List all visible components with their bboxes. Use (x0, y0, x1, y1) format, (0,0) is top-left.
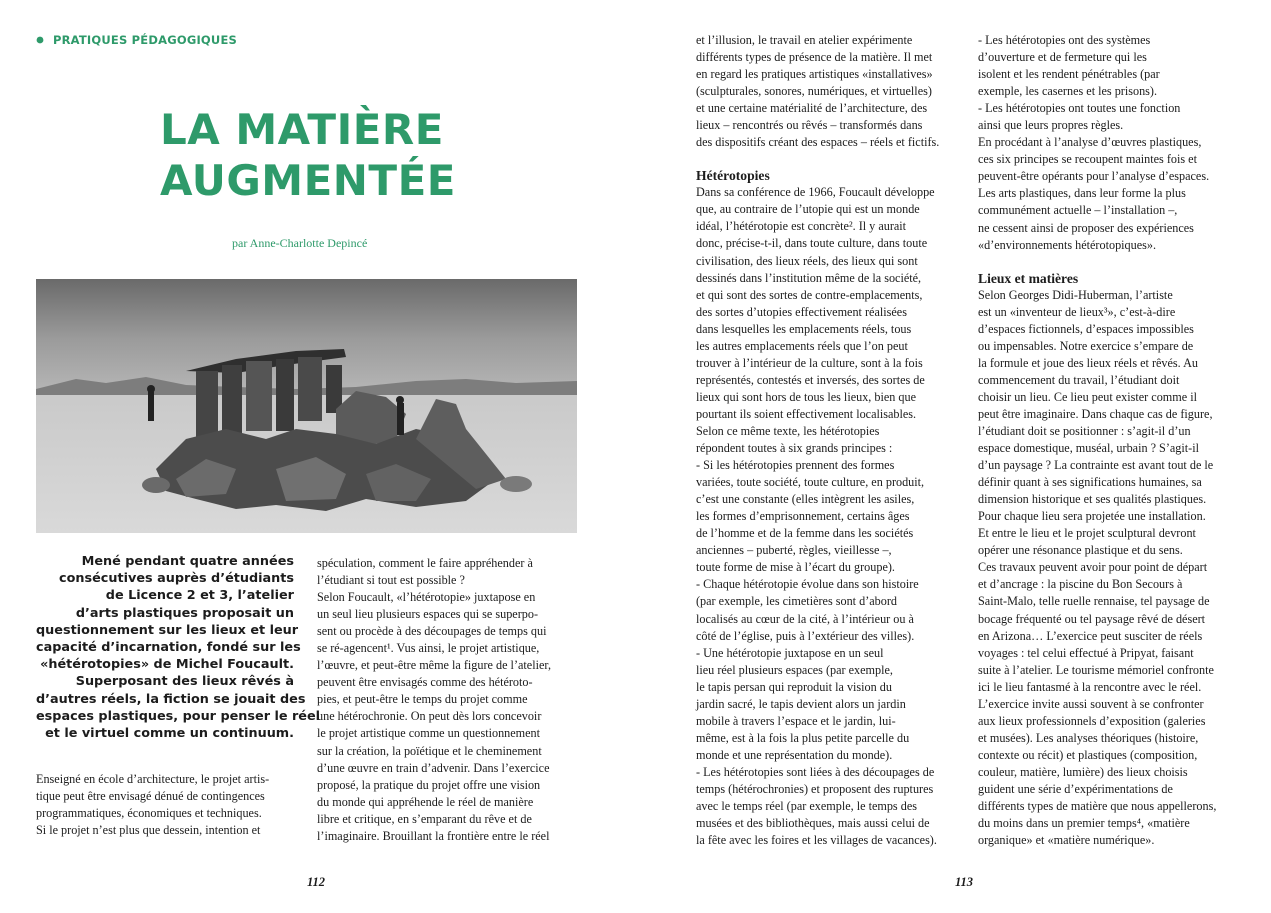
text-line: aux lieux professionnels d’exposition (galeries (978, 713, 1206, 728)
body-column-3 (696, 32, 956, 849)
text-line: Dans sa conférence de 1966, Foucault développe (696, 185, 935, 200)
text-line: des sortes d’utopies effectivement réalisées (696, 304, 907, 319)
text-line: est un «inventeur de lieux³», c’est-à-dire (978, 304, 1176, 319)
text-line: toute forme de mise à l’écart du groupe). (696, 560, 895, 575)
text-line: musées et des bibliothèques, mais aussi celui de (696, 816, 930, 831)
text-line: sur la création, la poïétique et le cheminement (317, 743, 542, 758)
text-line: et d’ancrage : la piscine du Bon Secours à (978, 577, 1183, 592)
lead-line: Mené pendant quatre années (81, 554, 294, 569)
title-line-2: AUGMENTÉE (160, 156, 456, 205)
text-line: ici le lieu fantasmé à la rencontre avec le réel. (978, 679, 1202, 694)
text-line: commencement du travail, l’étudiant doit (978, 372, 1180, 387)
text-line: exemple, les casernes et les prisons). (978, 84, 1158, 99)
text-line: suite à l’atelier. Le tourisme mémoriel confronte (978, 662, 1214, 677)
text-line: (par exemple, les cimetières sont d’abord (696, 594, 898, 609)
text-line: c’est une constante (elles intègrent les asiles, (696, 492, 915, 507)
text-line: proposé, la pratique du projet offre une vision (317, 777, 541, 792)
text-line: programmatiques, économiques et techniques. (36, 806, 262, 821)
text-line: la fête avec les foires et les villages de vacances). (696, 833, 937, 848)
lead-paragraph (36, 553, 321, 742)
text-line: peuvent être envisagés comme des hétéroto- (317, 675, 533, 690)
text-line: une hétérochronie. On peut dès lors concevoir (317, 709, 542, 724)
text-line: - Chaque hétérotopie évolue dans son histoire (696, 577, 919, 592)
lead-line: questionnement sur les lieux et leur (36, 622, 299, 638)
byline: par Anne-Charlotte Depincé (232, 236, 368, 250)
text-line: et l’illusion, le travail en atelier expérimente (696, 33, 913, 47)
text-line: dessinés dans l’institution même de la société, (696, 270, 922, 285)
text-line: peuvent-être opérants pour l’analyse d’espaces. (978, 169, 1210, 184)
lead-line: consécutives auprès d’étudiants (59, 571, 294, 587)
text-line: ou impensables. Notre exercice s’empare de (978, 338, 1194, 353)
text-line: d’un paysage ? La contrainte est avant tout de le (978, 458, 1214, 473)
text-line: idéal, l’hétérotopie est concrète². Il y aurait (696, 219, 907, 234)
text-line: Pour chaque lieu sera projetée une installation. (978, 509, 1206, 524)
text-line: - Les hétérotopies ont des systèmes (978, 33, 1151, 47)
section-heading-lieux-et-matieres: Lieux et matières (978, 270, 1079, 286)
text-line: ainsi que leurs propres règles. (978, 118, 1124, 133)
text-line: monde et une représentation du monde). (696, 747, 893, 762)
text-line: du monde qui appréhende le réel de manière (317, 794, 534, 809)
text-line: la formule et joue des lieux réels et rêvés. Au (978, 355, 1198, 370)
text-line: pies, et peut-être le temps du projet comme (317, 692, 528, 707)
col3-intro (696, 32, 956, 151)
text-line: des dispositifs créant des espaces – réels et fictifs. (696, 135, 940, 150)
section-tag-label: PRATIQUES PÉDAGOGIQUES (53, 33, 237, 47)
text-line: Et entre le lieu et le projet sculptural devront (978, 526, 1196, 541)
text-line: du moins dans un premier temps⁴, «matière (978, 816, 1190, 831)
text-line: représentés, contestés et inversés, des sortes de (696, 372, 925, 387)
article-photo (36, 279, 577, 533)
text-line: peut être imaginaire. Dans chaque cas de figure, (978, 406, 1213, 421)
text-line: l’œuvre, et peut-être même la figure de l’atelier, (317, 658, 552, 673)
article-title (160, 104, 456, 206)
text-line: même, est à la fois la plus petite parcelle du (696, 730, 910, 745)
text-line: - Si les hétérotopies prennent des formes (696, 458, 895, 473)
text-line: dans lesquelles les emplacements réels, tous (696, 321, 912, 336)
body-column-4 (978, 32, 1238, 849)
lead-line: et le virtuel comme un continuum. (45, 726, 294, 742)
text-line: voyages : tel celui effectué à Pripyat, faisant (978, 645, 1194, 660)
text-line: pourtant ils soient effectivement localisables. (696, 406, 917, 421)
text-line: de l’homme et de la femme dans les sociétés (696, 526, 914, 541)
text-line: spéculation, comment le faire appréhender à (317, 556, 533, 570)
text-line: Si le projet n’est plus que dessein, intention et (36, 823, 261, 838)
section-heading-heterotopies: Hétérotopies (696, 168, 770, 184)
text-line: trouver à l’intérieur de la culture, sont à la fois (696, 355, 923, 370)
text-line: «d’environnements hétérotopiques». (978, 237, 1157, 252)
text-line: guident une série d’expérimentations de (978, 781, 1173, 796)
text-line: jardin sacré, le tapis devient alors un jardin (696, 696, 906, 711)
text-line: différents types de matière que nous appellerons, (978, 799, 1217, 814)
text-line: donc, précise-t-il, dans toute culture, dans toute (696, 236, 928, 251)
text-line: les formes d’emprisonnement, certains âges (696, 509, 910, 524)
lead-line: d’arts plastiques proposait un (75, 605, 294, 621)
text-line: avec le temps réel (par exemple, le temps des (696, 799, 917, 814)
col3-body (696, 184, 956, 849)
title-line-1: LA MATIÈRE (160, 105, 444, 154)
body-column-2 (317, 555, 579, 845)
text-line: - Une hétérotopie juxtapose en un seul (696, 645, 884, 660)
col4-intro (978, 32, 1238, 254)
text-line: En procédant à l’analyse d’œuvres plastiques, (978, 135, 1202, 150)
text-line: communément actuelle – l’installation –, (978, 203, 1178, 218)
text-line: et musées). Les analyses théoriques (histoire, (978, 730, 1199, 745)
text-line: choisir un lieu. Ce lieu peut exister comme il (978, 389, 1197, 404)
text-line: Enseigné en école d’architecture, le projet artis- (36, 772, 270, 786)
text-line: que, au contraire de l’utopie qui est un monde (696, 202, 920, 217)
text-line: et qui sont des sortes de contre-emplacements, (696, 287, 923, 302)
text-line: Selon ce même texte, les hétérotopies (696, 423, 880, 438)
col4-body (978, 287, 1238, 850)
text-line: Saint-Malo, telle ruelle rennaise, tel paysage de (978, 594, 1210, 609)
text-line: contexte ou récit) et plastiques (composition, (978, 747, 1198, 762)
text-line: - Les hétérotopies ont toutes une fonction (978, 101, 1181, 116)
text-line: civilisation, des lieux réels, des lieux qui sont (696, 253, 918, 268)
text-line: Selon Georges Didi-Huberman, l’artiste (978, 287, 1173, 302)
text-line: - Les hétérotopies sont liées à des découpages de (696, 764, 935, 779)
text-line: temps (hétérochronies) et proposent des ruptures (696, 781, 934, 796)
page-number-right: 113 (955, 875, 974, 889)
text-line: l’imaginaire. Brouillant la frontière entre le réel (317, 828, 550, 843)
section-tag (36, 33, 237, 47)
text-line: l’étudiant doit se positionner : s’agit-il d’un (978, 423, 1191, 438)
text-line: se ré-agencent¹. Vus ainsi, le projet artistique, (317, 641, 540, 656)
lead-line: d’autres réels, la fiction se jouait des (36, 691, 306, 707)
text-line: lieux qui sont hors de tous les lieux, bien que (696, 389, 917, 404)
text-line: en Arizona… L’exercice peut susciter de réels (978, 628, 1203, 643)
text-line: ne cessent ainsi de proposer des expériences (978, 220, 1194, 235)
lead-line: Superposant des lieux rêvés à (75, 674, 294, 690)
text-line: en regard les pratiques artistiques «installatives» (696, 67, 933, 82)
text-line: répondent toutes à six grands principes : (696, 441, 893, 456)
lead-line: «hétérotopies» de Michel Foucault. (40, 657, 294, 673)
text-line: lieux – rencontrés ou rêvés – transformés dans (696, 118, 923, 133)
text-line: couleur, matière, lumière) des lieux choisis (978, 764, 1188, 779)
text-line: opérer une résonance plastique et du sens. (978, 543, 1183, 558)
text-line: tique peut être envisagé dénué de contingences (36, 789, 265, 804)
text-line: côté de l’église, puis à l’extérieur des villes). (696, 628, 915, 643)
body-column-1 (36, 771, 294, 839)
text-line: bocage fréquenté ou tel paysage rêvé de désert (978, 611, 1206, 626)
text-line: d’ouverture et de fermeture qui les (978, 50, 1147, 65)
text-line: Ces travaux peuvent avoir pour point de départ (978, 560, 1208, 575)
text-line: variées, toute société, toute culture, en produit, (696, 475, 925, 490)
text-line: le projet artistique comme un questionnement (317, 726, 541, 741)
text-line: le tapis persan qui reproduit la vision du (696, 679, 892, 694)
text-line: (sculpturales, sonores, numériques, et virtuelles) (696, 84, 932, 99)
text-line: espace domestique, muséal, urbain ? S’agit-il (978, 441, 1199, 456)
text-line: d’espaces fictionnels, d’espaces impossibles (978, 321, 1194, 336)
text-line: dimension historique et ses qualités plastiques. (978, 492, 1207, 507)
lead-line: de Licence 2 et 3, l’atelier (105, 588, 294, 604)
text-line: définir quant à ses significations humaines, sa (978, 475, 1202, 490)
text-line: sent ou procède à des découpages de temps qui (317, 624, 547, 639)
text-line: anciennes – puberté, règles, vieillesse –, (696, 543, 892, 558)
text-line: isolent et les rendent pénétrables (par (978, 67, 1160, 82)
text-line: L’exercice invite aussi souvent à se confronter (978, 696, 1204, 711)
text-line: différents types de présence de la matière. Il met (696, 50, 933, 65)
text-line: et une certaine matérialité de l’architecture, des (696, 101, 928, 116)
lead-line: capacité d’incarnation, fondé sur les (36, 640, 301, 656)
text-line: lieu réel plusieurs espaces (par exemple, (696, 662, 893, 677)
text-line: localisés au cœur de la cité, à l’intérieur ou à (696, 611, 914, 626)
text-line: les autres emplacements réels que l’on peut (696, 338, 908, 353)
page-number-left: 112 (307, 875, 326, 889)
text-line: un seul lieu plusieurs espaces qui se superpo- (317, 607, 539, 622)
text-line: d’une œuvre en train d’advenir. Dans l’exercice (317, 760, 550, 775)
text-line: ces six principes se recoupent maintes fois et (978, 152, 1197, 167)
lead-line: espaces plastiques, pour penser le réel (36, 708, 321, 724)
text-line: mobile à travers l’espace et le jardin, lui- (696, 713, 896, 728)
text-line: Les arts plastiques, dans leur forme la plus (978, 186, 1186, 201)
text-line: Selon Foucault, «l’hétérotopie» juxtapose en (317, 590, 536, 605)
text-line: organique» et «matière numérique». (978, 833, 1155, 848)
text-line: libre et critique, en s’emparant du rêve et de (317, 811, 532, 826)
text-line: l’étudiant si tout est possible ? (317, 573, 465, 588)
leaf-bullet-icon (36, 36, 44, 44)
